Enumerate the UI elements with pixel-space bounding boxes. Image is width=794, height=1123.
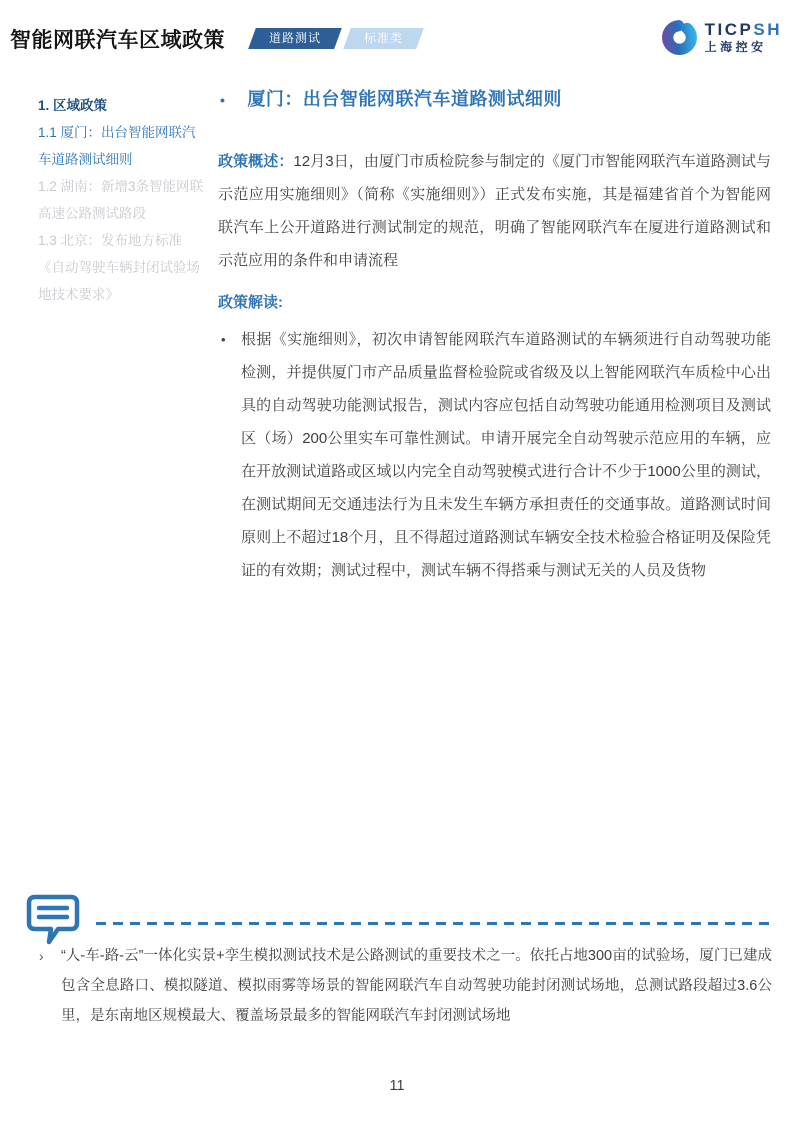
brand-text <box>705 21 782 53</box>
policy-overview-text: 12月3日，由厦门市质检院参与制定的《厦门市智能网联汽车道路测试与示范应用实施细则》（简称《实施细则》）正式发布实施，其是福建省首个为智能网联汽车上公开道路进行测试制定的规范，明确了智能网联汽车在厦进行道路测试和示范应用的条件和申请流程 <box>218 153 771 269</box>
tag-group <box>252 28 420 49</box>
tag-label: 标准类 <box>364 31 404 45</box>
article <box>218 86 771 587</box>
toc-sidebar <box>38 92 208 308</box>
footnote-marker-icon: › <box>39 948 44 964</box>
swirl-ring-icon <box>661 19 698 56</box>
brand-name <box>705 21 782 39</box>
interpretation-bullet-text: 根据《实施细则》，初次申请智能网联汽车道路测试的车辆须进行自动驾驶功能检测，并提供厦门市产品质量监督检验院或省级及以上智能网联汽车质检中心出具的自动驾驶功能测试报告，测试内容应包括自动驾驶功能通用检测项目及测试区（场）200公里实车可靠性测试。申请开展完全自动驾驶示范应用的车辆，应在开放测试道路或区域以内完全自动驾驶模式进行合计不少于1000公里的测试，在测试期间无交通违法行为且未发生车辆方承担责任的交通事故。道路测试时间原则上不超过18个月，且不得超过道路测试车辆安全技术检验合格证明及保险凭证的有效期；测试过程中，测试车辆不得搭乘与测试无关的人员及货物 <box>241 331 771 579</box>
tag-label: 道路测试 <box>269 31 322 45</box>
article-heading-text: 厦门：出台智能网联汽车道路测试细则 <box>247 89 562 109</box>
brand-name-accent: SH <box>753 20 782 40</box>
brand-logo <box>661 19 782 56</box>
policy-interpretation-label: 政策解读: <box>218 294 283 311</box>
page-title: 智能网联汽车区域政策 <box>10 29 225 52</box>
sidebar-item-1-3-beijing[interactable]: 1.3 北京：发布地方标准《自动驾驶车辆封闭试验场地技术要求》 <box>38 233 200 302</box>
dashed-divider <box>96 922 770 925</box>
list-bullet-icon: • <box>221 332 226 347</box>
footnote <box>38 941 772 1031</box>
policy-overview-label: 政策概述： <box>218 153 294 170</box>
brand-subtitle: 上海控安 <box>704 40 767 55</box>
heading-bullet-icon: • <box>220 92 226 108</box>
tag-road-test <box>248 28 342 49</box>
tag-standard <box>343 28 424 49</box>
sidebar-item-section-1[interactable]: 1. 区域政策 <box>38 98 108 113</box>
interpretation-bullet <box>218 323 771 587</box>
sidebar-item-1-1-xiamen[interactable]: 1.1 厦门：出台智能网联汽车道路测试细则 <box>38 125 196 167</box>
sidebar-item-1-2-hunan[interactable]: 1.2 湖南：新增3条智能网联高速公路测试路段 <box>38 179 204 221</box>
policy-overview-paragraph <box>218 145 771 277</box>
article-heading <box>218 86 771 113</box>
brand-name-primary: TICP <box>704 20 754 40</box>
page-number: 11 <box>389 1078 405 1094</box>
footnote-text: “人-车-路-云”一体化实景+孪生模拟测试技术是公路测试的重要技术之一。依托占地300亩的试验场，厦门已建成包含全息路口、模拟隧道、模拟雨雾等场景的智能网联汽车自动驾驶功能封闭测试场地，总测试路段超过3.6公里，是东南地区规模最大、覆盖场景最多的智能网联汽车封闭测试场地 <box>61 948 772 1024</box>
